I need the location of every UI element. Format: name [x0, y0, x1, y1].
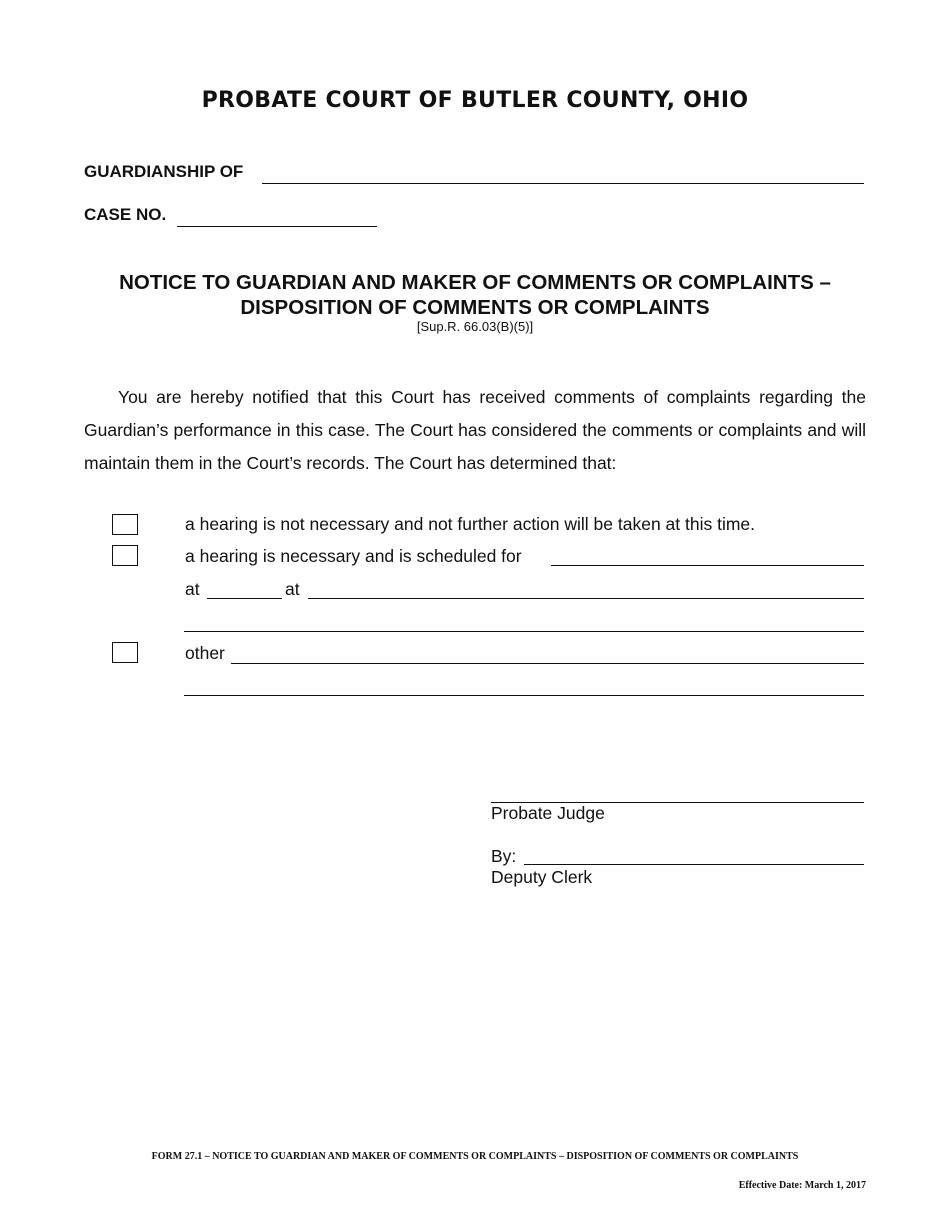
hearing-date-field[interactable]	[551, 565, 864, 566]
no-hearing-checkbox[interactable]	[112, 514, 138, 535]
other-checkbox[interactable]	[112, 642, 138, 663]
hearing-time-field[interactable]	[207, 598, 282, 599]
notice-title	[0, 270, 950, 320]
effective-date: Effective Date: March 1, 2017	[738, 1180, 866, 1191]
deputy-clerk-label: Deputy Clerk	[491, 867, 593, 887]
hearing-scheduled-option-text: a hearing is necessary and is scheduled for	[185, 546, 522, 566]
case-number-field[interactable]	[177, 226, 377, 227]
deputy-clerk-signature-line[interactable]	[524, 864, 864, 865]
other-option-label: other	[185, 643, 225, 663]
hearing-location-field-continued[interactable]	[184, 631, 864, 632]
no-hearing-option-text: a hearing is not necessary and not further action will be taken at this time.	[185, 514, 756, 534]
hearing-scheduled-checkbox[interactable]	[112, 545, 138, 566]
guardianship-label: GUARDIANSHIP OF	[84, 162, 244, 181]
court-title: PROBATE COURT OF BUTLER COUNTY, OHIO	[201, 88, 749, 113]
other-details-field-continued[interactable]	[184, 695, 864, 696]
at-label-location: at	[285, 579, 300, 599]
guardianship-name-field[interactable]	[262, 183, 864, 184]
rule-reference: [Sup.R. 66.03(B)(5)]	[416, 319, 534, 334]
notice-title-line-1: NOTICE TO GUARDIAN AND MAKER OF COMMENTS OR COMPLAINTS –	[119, 271, 831, 294]
notice-title-line-2: DISPOSITION OF COMMENTS OR COMPLAINTS	[240, 296, 710, 319]
other-details-field[interactable]	[231, 663, 864, 664]
at-label-time: at	[185, 579, 200, 599]
probate-judge-label: Probate Judge	[491, 803, 605, 823]
hearing-location-field[interactable]	[308, 598, 864, 599]
notice-body-paragraph: You are hereby notified that this Court has received comments of complaints regarding the Guardian’s performance in this case. The Court has considered the comments or complaints and will maintain them in the Court’s records. The Court has determined that:	[84, 387, 866, 473]
case-no-label: CASE NO.	[84, 205, 167, 224]
by-label: By:	[491, 846, 517, 866]
form-footer: FORM 27.1 – NOTICE TO GUARDIAN AND MAKER OF COMMENTS OR COMPLAINTS – DISPOSITION OF COMMENTS OR COMPLAINTS	[151, 1151, 799, 1162]
